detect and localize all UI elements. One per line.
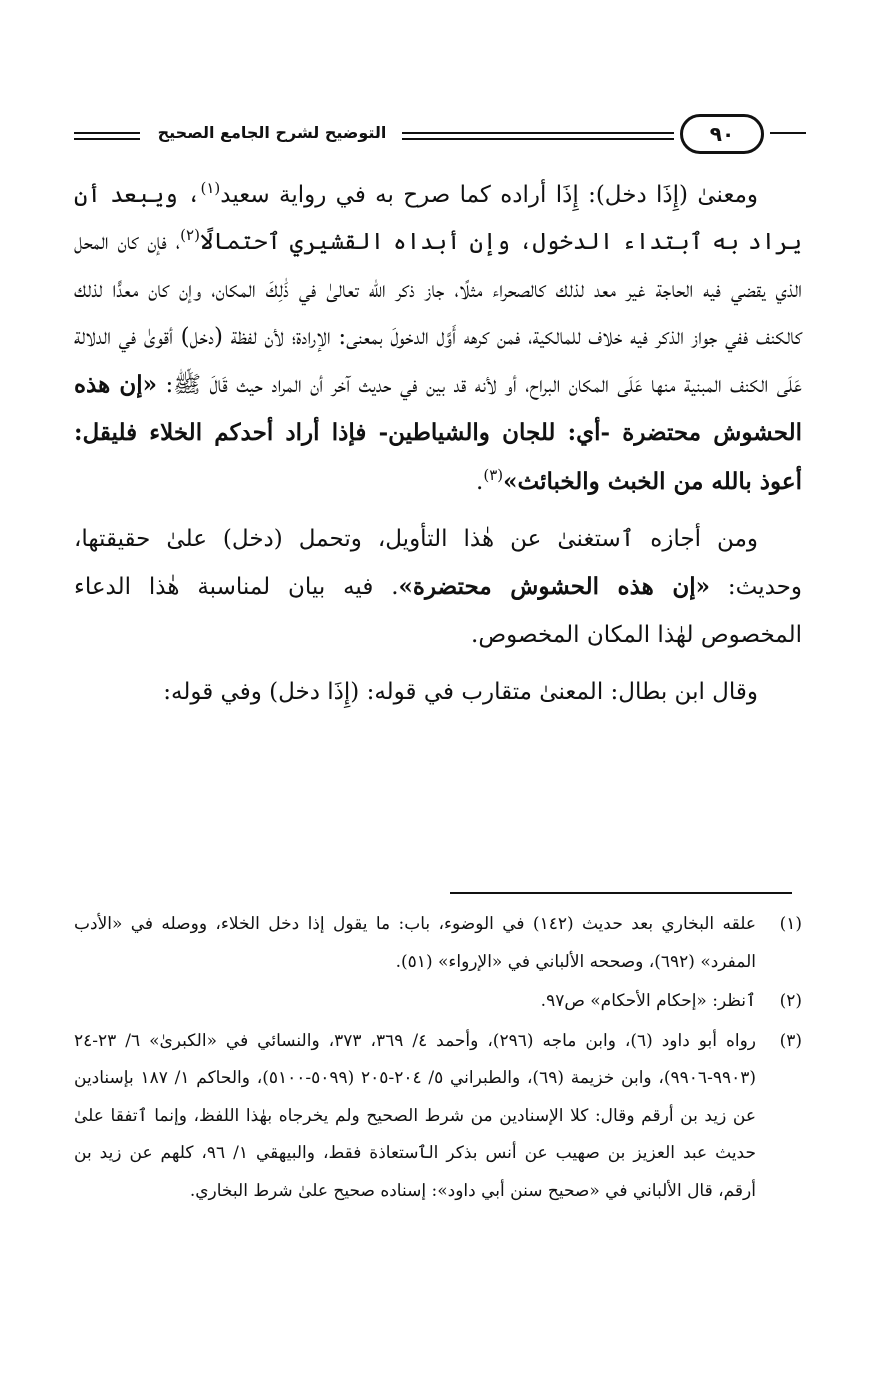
footnote-ref-2[interactable]: (٢) [180,226,200,245]
paragraph-2 [74,516,802,659]
footnote-number: (٢) [779,991,802,1011]
header-rule-middle [402,132,674,134]
footnote-3 [74,1023,802,1211]
footnote-text: رواه أبو داود (٦)، وابن ماجه (٢٩٦)، وأحمد ٤/ ٣٦٩، ٣٧٣، والنسائي في «الكبرىٰ» ٦/ ٢٣-٢٤ (٩٩٠٣-٩٩٠٦)، وابن خزيمة (٦٩)، والطبراني ٥/ ٢٠٤-٢٠٥ (٥٠٩٩-٥١٠٠)، والحاكم ١/ ١٨٧ بإسنادين عن زيد بن أرقم وقال: كلا الإسنادين من شرط الصحيح ولم يخرجاه بهٰذا اللفظ، وإنما ٱتفقا علىٰ حديث عبد العزيز بن صهيب عن أنس بذكر الٱستعاذة فقط، والبيهقي ١/ ٩٦، كلهم عن زيد بن أرقم، قال الألباني في «صحيح سنن أبي داود»: إسناده صحيح علىٰ شرط البخاري. [74,1030,757,1201]
hadith-quote-2: «إن هذه الحشوش محتضرة» [398,573,710,601]
paragraph-1-text-b: ، ويبعد أن يراد به ٱبتداء الدخول، وإن أبداه القشيري ٱحتمالًا [74,182,803,256]
footnote-separator [450,892,792,894]
paragraph-2-text-b: . فيه بيان لمناسبة هٰذا الدعاء المخصوص لهٰذا المكان المخصوص. [74,574,802,648]
paragraph-1 [74,172,802,506]
footnote-number: (١) [779,914,802,934]
footnote-text: ٱنظر: «إحكام الأحكام» ص٩٧. [540,991,756,1011]
footnote-ref-1[interactable]: (١) [200,179,221,197]
header-rule-left [74,132,140,134]
main-text [74,172,802,716]
running-title: التوضيح لشرح الجامع الصحيح [157,123,387,142]
footnote-2 [74,983,802,1021]
footnotes [74,906,802,1210]
paragraph-1-text-d: . [476,468,484,495]
header-rule-right [770,132,806,134]
paragraph-1-text-a: ومعنىٰ (إِذَا دخل): إِذَا أراده كما صرح به في رواية سعيد [220,182,758,208]
footnote-text: علقه البخاري بعد حديث (١٤٢) في الوضوء، باب: ما يقول إذا دخل الخلاء، ووصله في «الأدب المفرد» (٦٩٢)، وصححه الألباني في «الإرواء» (٥١). [74,914,756,972]
page-number: ٩٠ [680,114,764,154]
footnote-ref-3[interactable]: (٣) [483,465,504,484]
hadith-quote-1: «إن هذه الحشوش محتضرة -أي: للجان والشياطين- فإذا أراد أحدكم الخلاء فليقل: أعوذ بالله من الخبث والخبائث» [74,371,802,495]
paragraph-3-text: وقال ابن بطال: المعنىٰ متقارب في قوله: (إِذَا دخل) وفي قوله: [163,678,758,705]
footnote-number: (٣) [779,1030,802,1051]
paragraph-3 [74,669,802,716]
running-header [70,112,810,160]
paragraph-1-text-c: ، فإن كان المحل الذي يقضي فيه الحاجة غير معد لذلك كالصحراء مثلًا، جاز ذكر الله تعالىٰ في ذَٰلِكَ المكان، وإن كان معدًّا لذلك كالكنف ففي جواز الذكر فيه خلاف للمالكية، فمن كرهه أَوَّل الدخولَ بمعنى: الإرادة؛ لأن لفظة (دخل) أقوىٰ في الدلالة عَلَى الكنف المبنية منها عَلَى المكان البراح، أو لأنه قد بين في حديث آخر أن المراد حيث قَالَ ﷺ: [74,229,802,399]
paragraph-2-text-a: ومن أجازه ٱستغنىٰ عن هٰذا التأويل، وتحمل (دخل) علىٰ حقيقتها، وحديث: [74,526,802,601]
footnote-1 [74,906,802,981]
